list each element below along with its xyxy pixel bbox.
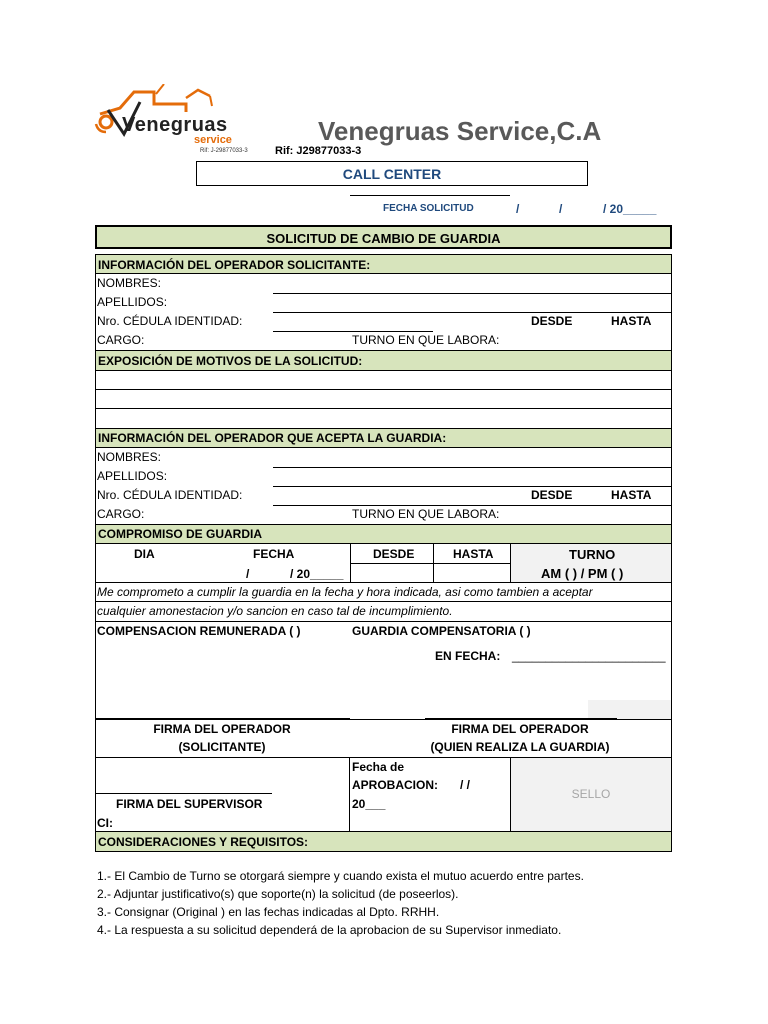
motivos-header: EXPOSICIÓN DE MOTIVOS DE LA SOLICITUD: <box>98 354 363 368</box>
logo-text-main: Venegruas <box>122 114 228 136</box>
call-center-title: CALL CENTER <box>342 166 442 182</box>
solicitante-cedula-label: Nro. CÉDULA IDENTIDAD: <box>97 314 243 328</box>
compensacion-remunerada[interactable]: COMPENSACION REMUNERADA ( ) <box>97 624 301 638</box>
requisito-3: 3.- Consignar (Original ) en las fechas indicadas al Dpto. RRHH. <box>97 905 440 919</box>
fecha-slash-2: / <box>559 202 563 216</box>
acepta-cedula-label: Nro. CÉDULA IDENTIDAD: <box>97 488 243 502</box>
motivos-line-1[interactable] <box>95 389 672 390</box>
divider <box>510 543 511 582</box>
form-title-box <box>95 225 672 249</box>
supervisor-ci-label: CI: <box>97 816 113 830</box>
fecha-aprobacion-label-2: APROBACION: <box>352 778 438 792</box>
divider <box>95 601 672 602</box>
compromiso-texto-2: cualquier amonestacion y/o sancion en caso tal de incumplimiento. <box>97 604 453 618</box>
divider <box>95 447 672 448</box>
firma-solicitante-label-2: (SOLICITANTE) <box>178 740 266 754</box>
form-title: SOLICITUD DE CAMBIO DE GUARDIA <box>266 231 501 246</box>
acepta-header: INFORMACIÓN DEL OPERADOR QUE ACEPTA LA GUARDIA: <box>98 431 447 445</box>
compensacion-grey-cell <box>588 700 671 719</box>
firma-supervisor-label: FIRMA DEL SUPERVISOR <box>116 797 263 811</box>
firma-solicitante-label-1: FIRMA DEL OPERADOR <box>153 722 291 736</box>
requisito-4: 4.- La respuesta a su solicitud dependerá de la aprobacion de su Supervisor inmediato. <box>97 923 562 937</box>
compromiso-fecha-slash: / <box>246 567 250 581</box>
acepta-nombres-label: NOMBRES: <box>97 450 162 464</box>
solicitante-nombres-label: NOMBRES: <box>97 276 162 290</box>
acepta-desde: DESDE <box>531 488 573 502</box>
divider <box>95 621 672 622</box>
requisito-2: 2.- Adjuntar justificativo(s) que soporte(n) la solicitud (de poseerlos). <box>97 887 459 901</box>
compromiso-hasta: HASTA <box>453 547 494 561</box>
compensacion-compensatoria[interactable]: GUARDIA COMPENSATORIA ( ) <box>352 624 531 638</box>
solicitante-cedula-line[interactable] <box>273 331 433 332</box>
divider <box>350 563 510 564</box>
solicitante-cargo-label: CARGO: <box>97 333 145 347</box>
divider <box>95 370 672 371</box>
motivos-line-2[interactable] <box>95 408 672 409</box>
sello-label: SELLO <box>571 787 611 801</box>
firma-acepta-label-2: (QUIEN REALIZA LA GUARDIA) <box>430 740 610 754</box>
fecha-solicitud-label: FECHA SOLICITUD <box>383 203 474 214</box>
compromiso-fecha-year[interactable]: / 20_____ <box>290 567 344 581</box>
solicitante-apellidos-label: APELLIDOS: <box>97 295 168 309</box>
compromiso-turno: TURNO <box>569 547 616 562</box>
call-center-box <box>196 161 588 186</box>
compromiso-dia: DIA <box>134 547 155 561</box>
solicitante-hasta: HASTA <box>611 314 652 328</box>
solicitante-desde: DESDE <box>531 314 573 328</box>
fecha-solicitud-underline <box>350 195 510 196</box>
solicitante-apellidos-line[interactable] <box>273 312 671 313</box>
compromiso-header: COMPROMISO DE GUARDIA <box>98 527 263 541</box>
company-logo <box>94 84 250 156</box>
acepta-apellidos-label: APELLIDOS: <box>97 469 168 483</box>
fecha-aprobacion-slashes[interactable]: / / <box>460 778 471 792</box>
logo-text-sub: service <box>194 134 232 146</box>
compensacion-en-fecha: EN FECHA: <box>435 649 501 663</box>
acepta-hasta: HASTA <box>611 488 652 502</box>
solicitante-turno-label: TURNO EN QUE LABORA: <box>352 333 500 347</box>
compromiso-am-pm[interactable]: AM ( ) / PM ( ) <box>541 566 624 581</box>
firma-supervisor-line[interactable] <box>96 793 272 794</box>
acepta-nombres-line[interactable] <box>273 467 671 468</box>
fecha-year: / 20_____ <box>603 202 657 216</box>
compromiso-desde: DESDE <box>373 547 415 561</box>
fecha-aprobacion-year[interactable]: 20___ <box>352 797 386 811</box>
solicitante-nombres-line[interactable] <box>273 293 671 294</box>
divider <box>95 719 672 720</box>
logo-rif: Rif: J-29877033-3 <box>200 148 248 154</box>
acepta-cargo-label: CARGO: <box>97 507 145 521</box>
divider <box>95 273 672 274</box>
requisito-1: 1.- El Cambio de Turno se otorgará siempre y cuando exista el mutuo acuerdo entre partes. <box>97 869 584 883</box>
compromiso-texto-1: Me comprometo a cumplir la guardia en la fecha y hora indicada, asi como tambien a aceptar <box>97 585 593 599</box>
compensacion-en-fecha-line[interactable]: _______________________ <box>512 649 666 663</box>
compromiso-fecha: FECHA <box>253 547 295 561</box>
firma-acepta-label-1: FIRMA DEL OPERADOR <box>451 722 589 736</box>
rif-text: Rif: J29877033-3 <box>275 145 362 157</box>
fecha-slash-1: / <box>516 202 520 216</box>
divider <box>349 757 350 832</box>
divider <box>95 582 672 583</box>
company-name: Venegruas Service,C.A <box>318 116 602 146</box>
divider <box>510 757 511 832</box>
solicitante-header: INFORMACIÓN DEL OPERADOR SOLICITANTE: <box>98 258 371 272</box>
acepta-cedula-line[interactable] <box>273 505 671 506</box>
fecha-aprobacion-label-1: Fecha de <box>352 760 405 774</box>
acepta-turno-label: TURNO EN QUE LABORA: <box>352 507 500 521</box>
consideraciones-header: CONSIDERACIONES Y REQUISITOS: <box>98 835 309 849</box>
acepta-apellidos-line[interactable] <box>273 486 671 487</box>
